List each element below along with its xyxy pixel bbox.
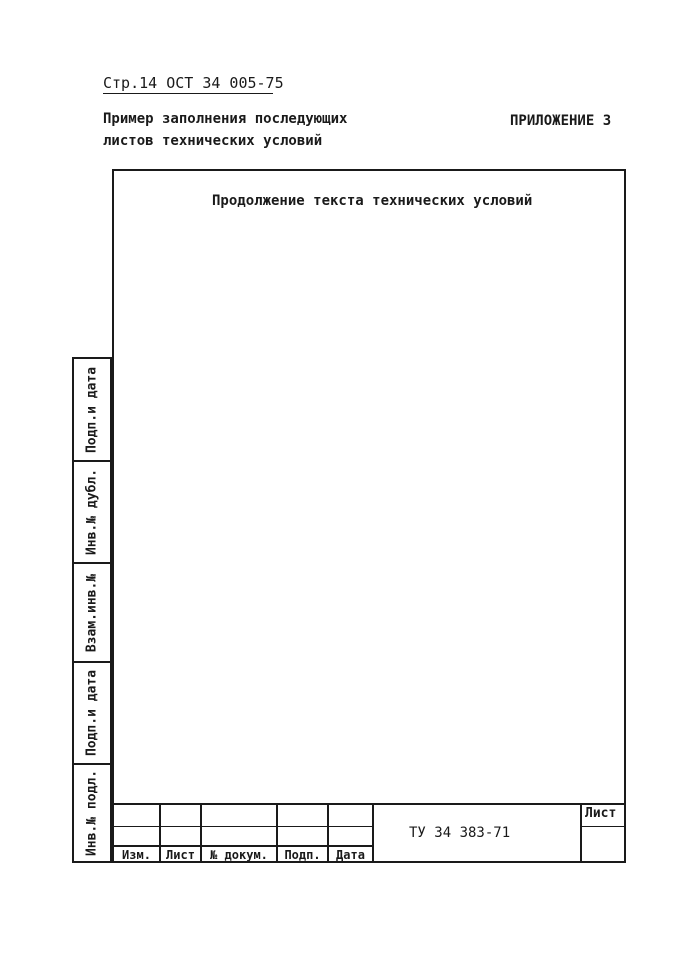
col-divider-5 xyxy=(372,803,374,863)
side-cell-signature-date-2 xyxy=(72,661,112,765)
col-divider-6 xyxy=(580,803,582,863)
side-cell-replacement-inv xyxy=(72,562,112,663)
side-label-signature-date-1: Подп.и дата xyxy=(84,366,100,453)
col-label-sheet: Лист xyxy=(166,848,195,862)
side-label-duplicate-inv: Инв.№ дубл. xyxy=(84,468,100,556)
title-block-top-line xyxy=(112,803,626,805)
title-block-row-line-1 xyxy=(112,826,372,827)
continuation-heading: Продолжение текста технических условий xyxy=(212,193,533,209)
col-label-date: Дата xyxy=(336,848,365,862)
page-reference-underline xyxy=(103,93,273,94)
sheet-frame xyxy=(112,169,626,863)
document-code: ТУ 34 383-71 xyxy=(409,825,511,841)
sheet-label: Лист xyxy=(585,806,617,821)
col-label-doc-number: № докум. xyxy=(210,848,268,862)
col-label-signature: Подп. xyxy=(284,848,321,862)
side-label-signature-date-2: Подп.и дата xyxy=(84,669,100,757)
side-cell-signature-date-1 xyxy=(72,357,112,462)
sheet-cell-divider xyxy=(580,826,626,827)
side-cell-original-inv xyxy=(72,763,112,863)
title-block-row-line-2 xyxy=(112,845,372,847)
col-label-change: Изм. xyxy=(122,848,151,862)
side-label-original-inv: Инв.№ подл. xyxy=(84,769,100,857)
side-cell-duplicate-inv xyxy=(72,460,112,564)
appendix-label: ПРИЛОЖЕНИЕ 3 xyxy=(510,113,612,129)
side-label-replacement-inv: Взам.инв.№ xyxy=(84,573,100,652)
caption-line-2: листов технических условий xyxy=(103,133,323,149)
page-reference: Стр.14 ОСТ 34 005-75 xyxy=(103,74,284,92)
caption-line-1: Пример заполнения последующих xyxy=(103,111,348,127)
